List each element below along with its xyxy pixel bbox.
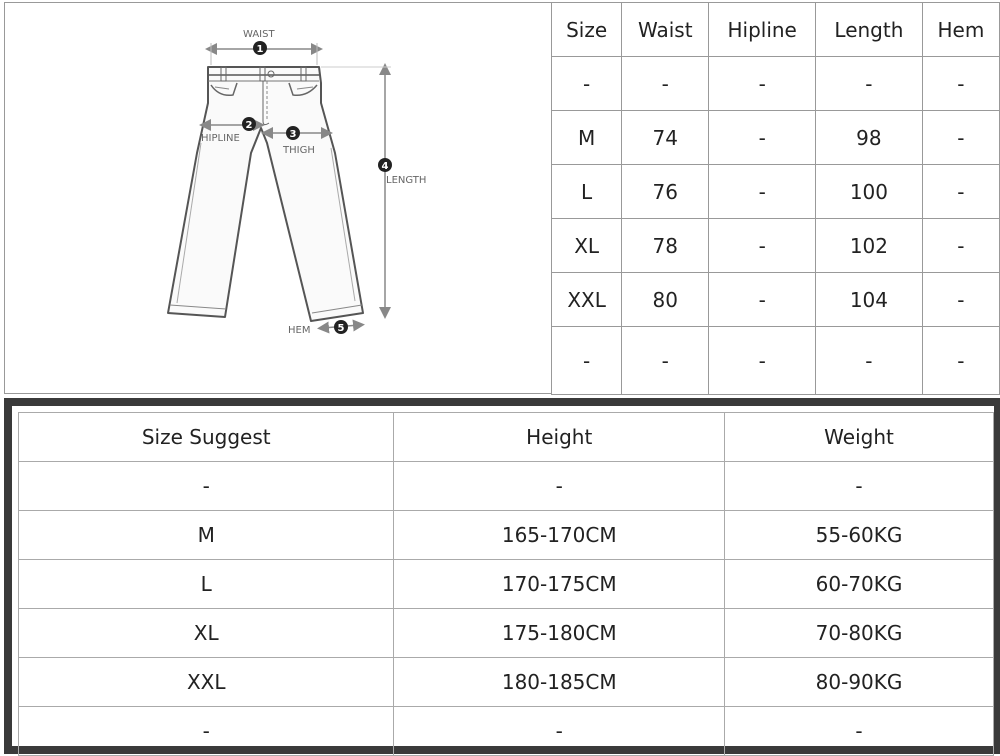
pants-illustration-icon [5, 3, 552, 395]
cell-hem: - [922, 57, 999, 111]
waist-label: WAIST [243, 29, 275, 40]
table-row [19, 707, 994, 756]
cell-hem: - [922, 219, 999, 273]
header-height: Height [394, 413, 725, 462]
table-row [552, 165, 1000, 219]
table-row [19, 560, 994, 609]
cell-size: XL [552, 219, 622, 273]
marker-4: 4 [381, 161, 389, 172]
cell-waist: 78 [622, 219, 709, 273]
suggest-header-row [19, 413, 994, 462]
length-label: LENGTH [386, 175, 427, 186]
hem-label: HEM [288, 325, 311, 336]
cell-length: 100 [816, 165, 923, 219]
table-row [552, 57, 1000, 111]
table-row [552, 273, 1000, 327]
cell-weight: 80-90KG [725, 658, 994, 707]
cell-height: 175-180CM [394, 609, 725, 658]
cell-length: 102 [816, 219, 923, 273]
measurement-header-row [552, 3, 1000, 57]
cell-hipline: - [709, 327, 816, 395]
cell-waist: 76 [622, 165, 709, 219]
cell-hem: - [922, 165, 999, 219]
cell-height: 170-175CM [394, 560, 725, 609]
pants-diagram [4, 2, 551, 394]
table-row [19, 658, 994, 707]
cell-hipline: - [709, 57, 816, 111]
table-row [19, 511, 994, 560]
cell-length: - [816, 327, 923, 395]
header-size-suggest: Size Suggest [19, 413, 394, 462]
measurement-table [551, 2, 1000, 395]
cell-size: XL [19, 609, 394, 658]
table-row [19, 462, 994, 511]
cell-size: - [19, 707, 394, 756]
header-hipline: Hipline [709, 3, 816, 57]
cell-length: - [816, 57, 923, 111]
cell-waist: - [622, 57, 709, 111]
cell-weight: - [725, 707, 994, 756]
marker-5: 5 [337, 323, 345, 334]
size-suggest-frame [4, 398, 1000, 754]
hipline-label: HIPLINE [201, 133, 240, 144]
marker-1: 1 [256, 44, 264, 55]
table-row [552, 327, 1000, 395]
cell-weight: 55-60KG [725, 511, 994, 560]
cell-hem: - [922, 327, 999, 395]
cell-size: - [19, 462, 394, 511]
cell-length: 98 [816, 111, 923, 165]
table-row [552, 219, 1000, 273]
cell-size: XXL [19, 658, 394, 707]
marker-2: 2 [245, 120, 253, 131]
cell-hem: - [922, 273, 999, 327]
header-weight: Weight [725, 413, 994, 462]
cell-hipline: - [709, 219, 816, 273]
cell-hipline: - [709, 273, 816, 327]
cell-weight: - [725, 462, 994, 511]
header-size: Size [552, 3, 622, 57]
cell-size: - [552, 327, 622, 395]
size-suggest-table [18, 412, 994, 756]
table-row [19, 609, 994, 658]
cell-waist: 74 [622, 111, 709, 165]
cell-size: M [552, 111, 622, 165]
cell-height: 180-185CM [394, 658, 725, 707]
cell-size: M [19, 511, 394, 560]
cell-height: - [394, 707, 725, 756]
marker-3: 3 [289, 129, 297, 140]
header-waist: Waist [622, 3, 709, 57]
cell-hipline: - [709, 111, 816, 165]
cell-size: L [552, 165, 622, 219]
cell-weight: 70-80KG [725, 609, 994, 658]
cell-weight: 60-70KG [725, 560, 994, 609]
cell-waist: 80 [622, 273, 709, 327]
cell-hipline: - [709, 165, 816, 219]
cell-size: XXL [552, 273, 622, 327]
thigh-label: THIGH [283, 145, 315, 156]
cell-size: - [552, 57, 622, 111]
table-row [552, 111, 1000, 165]
cell-size: L [19, 560, 394, 609]
header-length: Length [816, 3, 923, 57]
cell-hem: - [922, 111, 999, 165]
cell-height: 165-170CM [394, 511, 725, 560]
header-hem: Hem [922, 3, 999, 57]
cell-height: - [394, 462, 725, 511]
cell-waist: - [622, 327, 709, 395]
cell-length: 104 [816, 273, 923, 327]
